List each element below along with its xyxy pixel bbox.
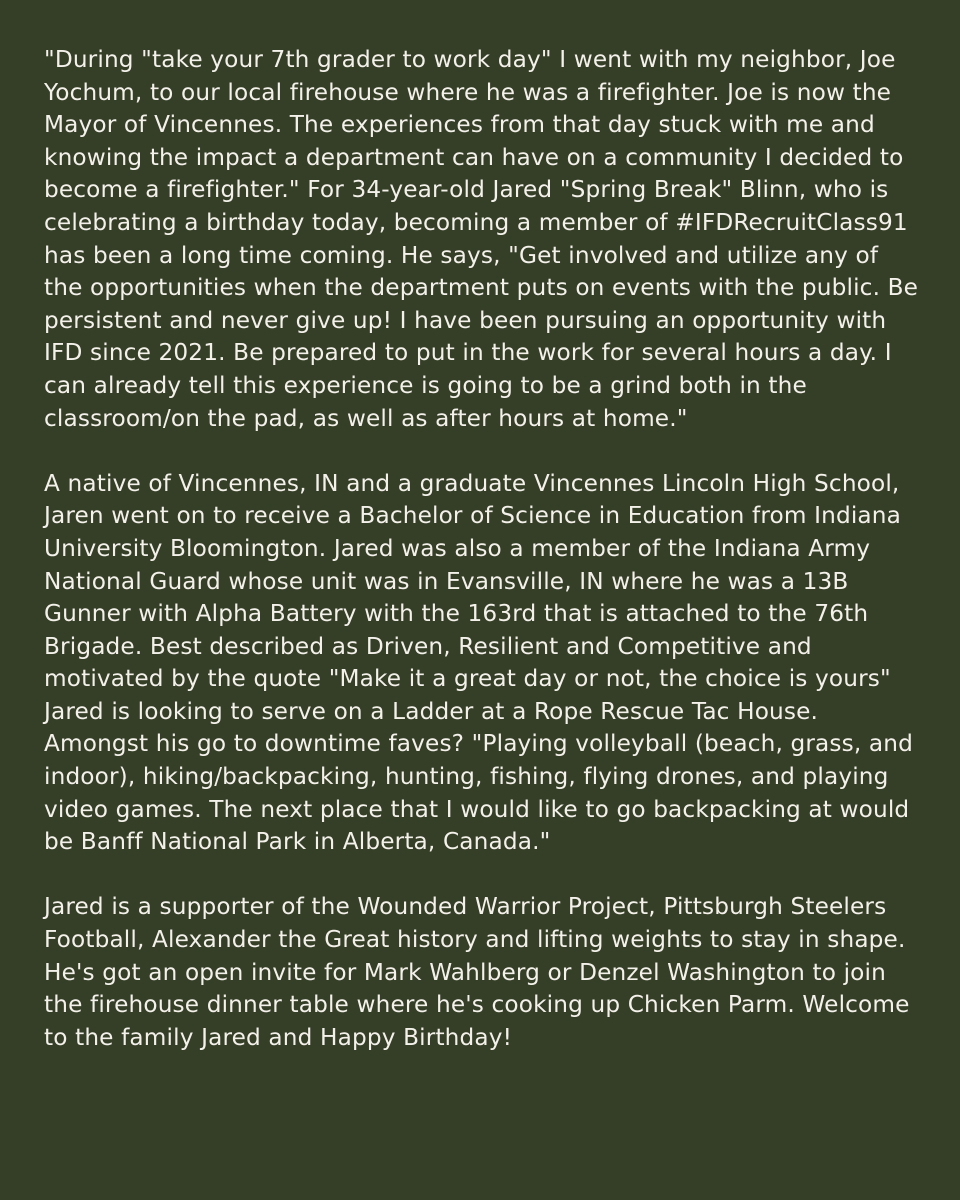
paragraph-closing: Jared is a supporter of the Wounded Warrior Project, Pittsburgh Steelers Football, Alexander the Great history and lifting weights to stay in shape. He's got an open invite for Mark Wahlberg or Denzel Washington to join the firehouse dinner table where he's cooking up Chicken Parm. Welcome to the family Jared and Happy Birthday! <box>44 893 910 1051</box>
paragraph-intro-quote: "During "take your 7th grader to work day" I went with my neighbor, Joe Yochum, to our local firehouse where he was a firefighter. Joe is now the Mayor of Vincennes. The experiences from that day stuck with me and knowing the impact a department can have on a community I decided to become a firefighter." For 34-year-old Jared "Spring Break" Blinn, who is celebrating a birthday today, becoming a member of #IFDRecruitClass91 has been a long time coming. He says, "Get involved and utilize any of the opportunities when the department puts on events with the public. Be persistent and never give up! I have been pursuing an opportunity with IFD since 2021. Be prepared to put in the work for several hours a day. I can already tell this experience is going to be a grind both in the classroom/on the pad, as well as after hours at home." <box>44 46 919 432</box>
paragraph-background: A native of Vincennes, IN and a graduate Vincennes Lincoln High School, Jaren went on to receive a Bachelor of Science in Education from Indiana University Bloomington. Jared was also a member of the Indiana Army National Guard whose unit was in Evansville, IN where he was a 13B Gunner with Alpha Battery with the 163rd that is attached to the 76th Brigade. Best described as Driven, Resilient and Competitive and motivated by the quote "Make it a great day or not, the choice is yours" Jared is looking to serve on a Ladder at a Rope Rescue Tac House. Amongst his go to downtime faves? "Playing volleyball (beach, grass, and indoor), hiking/backpacking, hunting, fishing, flying drones, and playing video games. The next place that I would like to go backpacking at would be Banff National Park in Alberta, Canada." <box>44 469 913 856</box>
